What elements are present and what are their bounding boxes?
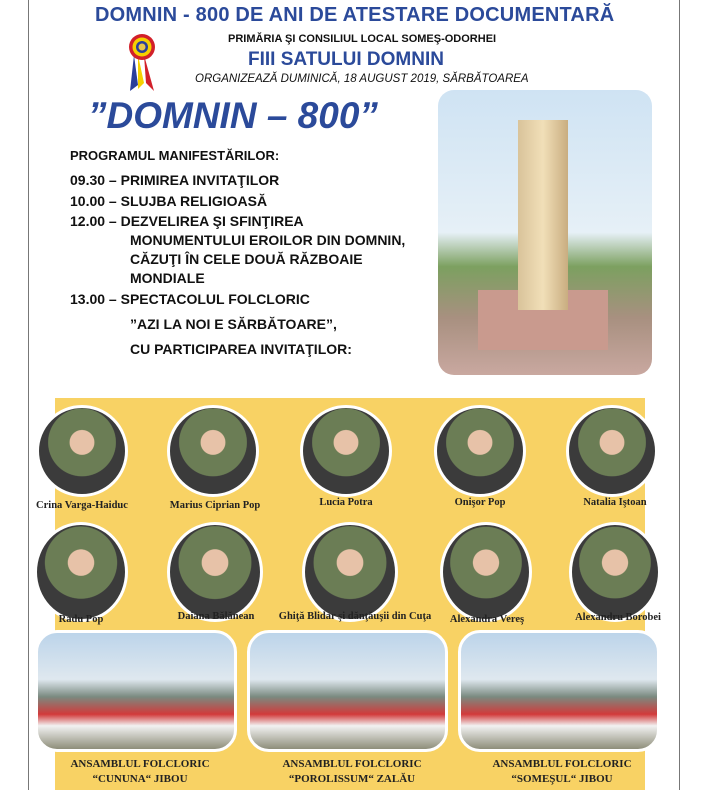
artist-photo [440, 522, 532, 622]
event-title: ”DOMNIN – 800” [88, 95, 378, 136]
ensemble-name: “SOMEŞUL“ JIBOU [511, 773, 613, 785]
artist-photo [566, 405, 658, 497]
artist-photo [167, 522, 263, 622]
artist-photo [569, 522, 661, 622]
artist-photo [36, 405, 128, 497]
monument-photo [438, 90, 652, 375]
program-item: 10.00 – SLUJBA RELIGIOASĂ [70, 193, 268, 209]
ensemble-label: ANSAMBLUL FOLCLORIC [282, 758, 422, 770]
ensemble-label: ANSAMBLUL FOLCLORIC [70, 758, 210, 770]
artist-name: Daiana Bălănean [177, 611, 255, 622]
artist-name: Onişor Pop [454, 497, 506, 508]
program-item: 09.30 – PRIMIREA INVITAŢILOR [70, 172, 280, 188]
artist-name: Lucia Potra [319, 497, 373, 508]
ensemble-label: ANSAMBLUL FOLCLORIC [492, 758, 632, 770]
program-item: 12.00 – DEZVELIREA ŞI SFINŢIREA [70, 213, 304, 229]
artist-name: Alexandru Borobei [575, 612, 661, 623]
artist-photo [434, 405, 526, 497]
ensemble-photo [458, 630, 660, 752]
announcement-text: ORGANIZEAZĂ DUMINICĂ, 18 AUGUST 2019, SĂRBĂTOAREA [195, 73, 529, 85]
artist-photo [34, 522, 128, 622]
program-item: 13.00 – SPECTACOLUL FOLCLORIC [70, 291, 310, 307]
ensemble-name: “CUNUNA“ JIBOU [92, 773, 188, 785]
artist-name: Ghiţă Blidar şi dănţăuşii din Cuţa [278, 611, 432, 622]
ensemble-name: “POROLISSUM“ ZALĂU [288, 773, 416, 785]
artist-photo [300, 405, 392, 497]
group-name: FIII SATULUI DOMNIN [248, 49, 444, 70]
program-item-cont: MONDIALE [130, 270, 205, 286]
page-border-right [679, 0, 680, 790]
program-item-cont: CU PARTICIPAREA INVITAŢILOR: [130, 341, 352, 357]
ensemble-photo [35, 630, 237, 752]
ensemble-photo [247, 630, 448, 752]
artist-name: Marius Ciprian Pop [169, 500, 261, 511]
page-border-left [28, 0, 29, 790]
ensemble-caption [462, 757, 662, 787]
organizer-text: PRIMĂRIA ŞI CONSILIUL LOCAL SOMEŞ-ODORHEI [228, 33, 497, 45]
program-heading: PROGRAMUL MANIFESTĂRILOR: [70, 148, 280, 163]
tricolor-rosette-icon [124, 33, 160, 93]
artist-name: Crina Varga-Haiduc [36, 500, 128, 511]
artist-name: Radu Pop [58, 614, 104, 625]
program-item-cont: ”AZI LA NOI E SĂRBĂTOARE”, [130, 316, 337, 332]
poster-title: DOMNIN - 800 DE ANI DE ATESTARE DOCUMENTARĂ [95, 4, 615, 26]
artist-photo [167, 405, 259, 497]
ensemble-caption [252, 757, 452, 787]
program-item-cont: MONUMENTULUI EROILOR DIN DOMNIN, [130, 232, 406, 248]
artist-photo [302, 522, 398, 622]
program-item-cont: CĂZUŢI ÎN CELE DOUĂ RĂZBOAIE [130, 251, 363, 267]
artist-name: Alexandra Vereş [449, 614, 525, 625]
ensemble-caption [40, 757, 240, 787]
artist-name: Natalia Iştoan [583, 497, 647, 508]
